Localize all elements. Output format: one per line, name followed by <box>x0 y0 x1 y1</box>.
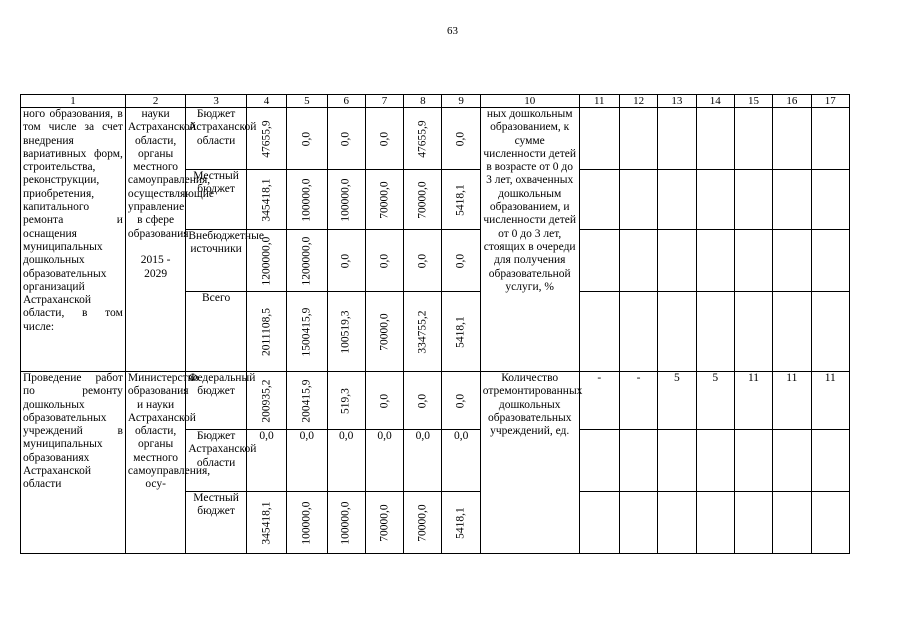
value: 200415,9 <box>300 378 313 423</box>
target-cell <box>696 170 734 230</box>
value: 0,0 <box>339 253 352 268</box>
value-cell <box>442 372 480 430</box>
value-cell <box>442 230 480 292</box>
col-num: 9 <box>442 95 480 108</box>
value-cell <box>327 108 365 170</box>
value-cell <box>246 170 286 230</box>
target-cell <box>734 492 772 554</box>
value-cell <box>287 230 327 292</box>
col-num: 7 <box>365 95 403 108</box>
funding-source: Внебюджетные источники <box>186 230 247 292</box>
col-num: 11 <box>579 95 619 108</box>
value-cell <box>327 230 365 292</box>
value-cell <box>246 292 286 372</box>
funding-source: Бюджет Астраханской области <box>186 108 247 170</box>
col-num: 10 <box>480 95 579 108</box>
value-cell <box>365 108 403 170</box>
value-cell <box>287 372 327 430</box>
target-cell <box>696 108 734 170</box>
value: 1200000,0 <box>259 236 272 285</box>
value: 47655,9 <box>259 119 272 158</box>
col-num: 15 <box>734 95 772 108</box>
value-cell <box>442 170 480 230</box>
executor-cell <box>125 108 215 372</box>
target-cell <box>734 230 772 292</box>
target-cell <box>579 292 619 372</box>
value: 0,0 <box>327 430 365 492</box>
target-cell <box>579 170 619 230</box>
executor-text: науки Астраханской области, органы местного самоуправления, осуществляющие управление в сфере образования <box>127 108 215 240</box>
target-cell <box>619 292 657 372</box>
target-cell <box>658 492 696 554</box>
target-cell <box>734 108 772 170</box>
col-num: 8 <box>404 95 442 108</box>
col-num: 12 <box>619 95 657 108</box>
target-cell <box>658 230 696 292</box>
target-cell <box>811 492 850 554</box>
target-cell <box>773 170 811 230</box>
value: 47655,9 <box>416 119 429 158</box>
target-cell <box>773 230 811 292</box>
value-cell <box>404 292 442 372</box>
value: 0,0 <box>377 131 390 146</box>
target-cell <box>658 170 696 230</box>
value-cell <box>365 372 403 430</box>
page-number: 63 <box>447 25 458 37</box>
value-cell <box>365 170 403 230</box>
funding-source: Местный бюджет <box>186 170 247 230</box>
target-cell <box>734 170 772 230</box>
funding-source: Федеральный бюджет <box>186 372 247 430</box>
value-cell <box>246 108 286 170</box>
target-cell <box>619 108 657 170</box>
column-number-row <box>21 95 850 108</box>
target-cell <box>619 230 657 292</box>
indicator-description: Количество отремонтированных дошкольных образовательных учреждений, ед. <box>480 372 579 554</box>
target-value: - <box>619 372 657 430</box>
target-cell <box>579 230 619 292</box>
value: 200935,2 <box>259 378 272 423</box>
target-cell <box>696 492 734 554</box>
value: 5418,1 <box>454 506 467 539</box>
value-cell <box>365 230 403 292</box>
value: 0,0 <box>416 253 429 268</box>
target-cell <box>773 430 811 492</box>
value-cell <box>327 292 365 372</box>
value-cell <box>327 170 365 230</box>
target-value: 5 <box>696 372 734 430</box>
value: 0,0 <box>442 430 480 492</box>
col-num: 14 <box>696 95 734 108</box>
value: 0,0 <box>454 131 467 146</box>
value: 1200000,0 <box>300 236 313 285</box>
value: 1500415,9 <box>300 307 313 356</box>
target-cell <box>696 230 734 292</box>
target-cell <box>734 292 772 372</box>
target-cell <box>811 430 850 492</box>
value: 100000,0 <box>300 500 313 545</box>
target-cell <box>773 292 811 372</box>
indicator-description: ных дошкольным образованием, к сумме численности детей в возрасте от 0 до 3 лет, охваченных дошкольным образованием, и численности детей от 0 до 3 лет, стоящих в очереди для получения образовательной услуги, % <box>480 108 579 372</box>
target-value: 11 <box>811 372 850 430</box>
value: 70000,0 <box>416 503 429 542</box>
value: 0,0 <box>365 430 403 492</box>
value-cell <box>442 292 480 372</box>
target-cell <box>658 108 696 170</box>
value-cell <box>246 230 286 292</box>
value-cell <box>365 492 403 554</box>
value-cell <box>404 492 442 554</box>
col-num: 4 <box>246 95 286 108</box>
value: 100000,0 <box>300 177 313 222</box>
program-table <box>20 94 850 554</box>
target-value: 11 <box>734 372 772 430</box>
table-row <box>21 372 850 430</box>
value: 0,0 <box>454 253 467 268</box>
value-cell <box>404 372 442 430</box>
funding-source: Бюджет Астраханской области <box>186 430 247 492</box>
value-cell <box>287 170 327 230</box>
target-cell <box>773 108 811 170</box>
col-num: 13 <box>658 95 696 108</box>
value: 519,3 <box>339 387 352 414</box>
measure-description: ного образования, в том числе за счет внедрения вариативных форм, строительства, реконструкции, приобретения, капитального ремонта и оснащения муниципальных дошкольных образовательных организаций Астраханской области, в том числе: <box>21 108 126 372</box>
value-cell <box>327 492 365 554</box>
value: 5418,1 <box>454 315 467 348</box>
value: 70000,0 <box>377 312 390 351</box>
value-cell <box>365 292 403 372</box>
target-cell <box>811 170 850 230</box>
value-cell <box>442 108 480 170</box>
value-cell <box>327 372 365 430</box>
value: 0,0 <box>287 430 327 492</box>
col-num: 16 <box>773 95 811 108</box>
target-cell <box>773 492 811 554</box>
measure-description: Проведение работ по ремонту дошкольных образовательных учреждений в муниципальных образованиях Астраханской области <box>21 372 126 554</box>
period-text: 2015 - 2029 <box>140 254 171 280</box>
value: 100000,0 <box>339 500 352 545</box>
target-value: - <box>579 372 619 430</box>
value-cell <box>442 492 480 554</box>
value: 0,0 <box>246 430 286 492</box>
value: 334755,2 <box>416 309 429 354</box>
value: 0,0 <box>416 393 429 408</box>
target-cell <box>811 230 850 292</box>
target-cell <box>619 170 657 230</box>
target-cell <box>811 292 850 372</box>
executor-text: Министерство образования и науки Астраханской области, органы местного самоуправления, осу- <box>125 372 186 554</box>
value: 5418,1 <box>454 183 467 216</box>
value-cell <box>404 108 442 170</box>
value: 0,0 <box>404 430 442 492</box>
value: 0,0 <box>300 131 313 146</box>
table-row <box>21 108 850 170</box>
target-cell <box>579 430 619 492</box>
target-cell <box>734 430 772 492</box>
target-cell <box>811 108 850 170</box>
target-cell <box>658 430 696 492</box>
target-cell <box>696 292 734 372</box>
col-num: 6 <box>327 95 365 108</box>
target-value: 11 <box>773 372 811 430</box>
value: 0,0 <box>339 131 352 146</box>
value: 0,0 <box>377 253 390 268</box>
value: 0,0 <box>454 393 467 408</box>
value: 100519,3 <box>339 309 352 354</box>
value: 345418,1 <box>259 500 272 545</box>
col-num: 3 <box>186 95 247 108</box>
col-num: 2 <box>125 95 186 108</box>
value: 100000,0 <box>339 177 352 222</box>
value: 70000,0 <box>377 180 390 219</box>
col-num: 17 <box>811 95 850 108</box>
value: 70000,0 <box>377 503 390 542</box>
value-cell <box>287 292 327 372</box>
col-num: 5 <box>287 95 327 108</box>
target-cell <box>696 430 734 492</box>
value-cell <box>404 230 442 292</box>
value: 345418,1 <box>259 177 272 222</box>
value: 2011108,5 <box>259 307 272 356</box>
funding-source: Местный бюджет <box>186 492 247 554</box>
funding-source: Всего <box>186 292 247 372</box>
col-num: 1 <box>21 95 126 108</box>
value-cell <box>246 372 286 430</box>
target-cell <box>619 430 657 492</box>
value-cell <box>246 492 286 554</box>
target-value: 5 <box>658 372 696 430</box>
value: 70000,0 <box>416 180 429 219</box>
target-cell <box>658 292 696 372</box>
value-cell <box>287 492 327 554</box>
target-cell <box>619 492 657 554</box>
value-cell <box>404 170 442 230</box>
value: 0,0 <box>377 393 390 408</box>
value-cell <box>287 108 327 170</box>
target-cell <box>579 492 619 554</box>
target-cell <box>579 108 619 170</box>
